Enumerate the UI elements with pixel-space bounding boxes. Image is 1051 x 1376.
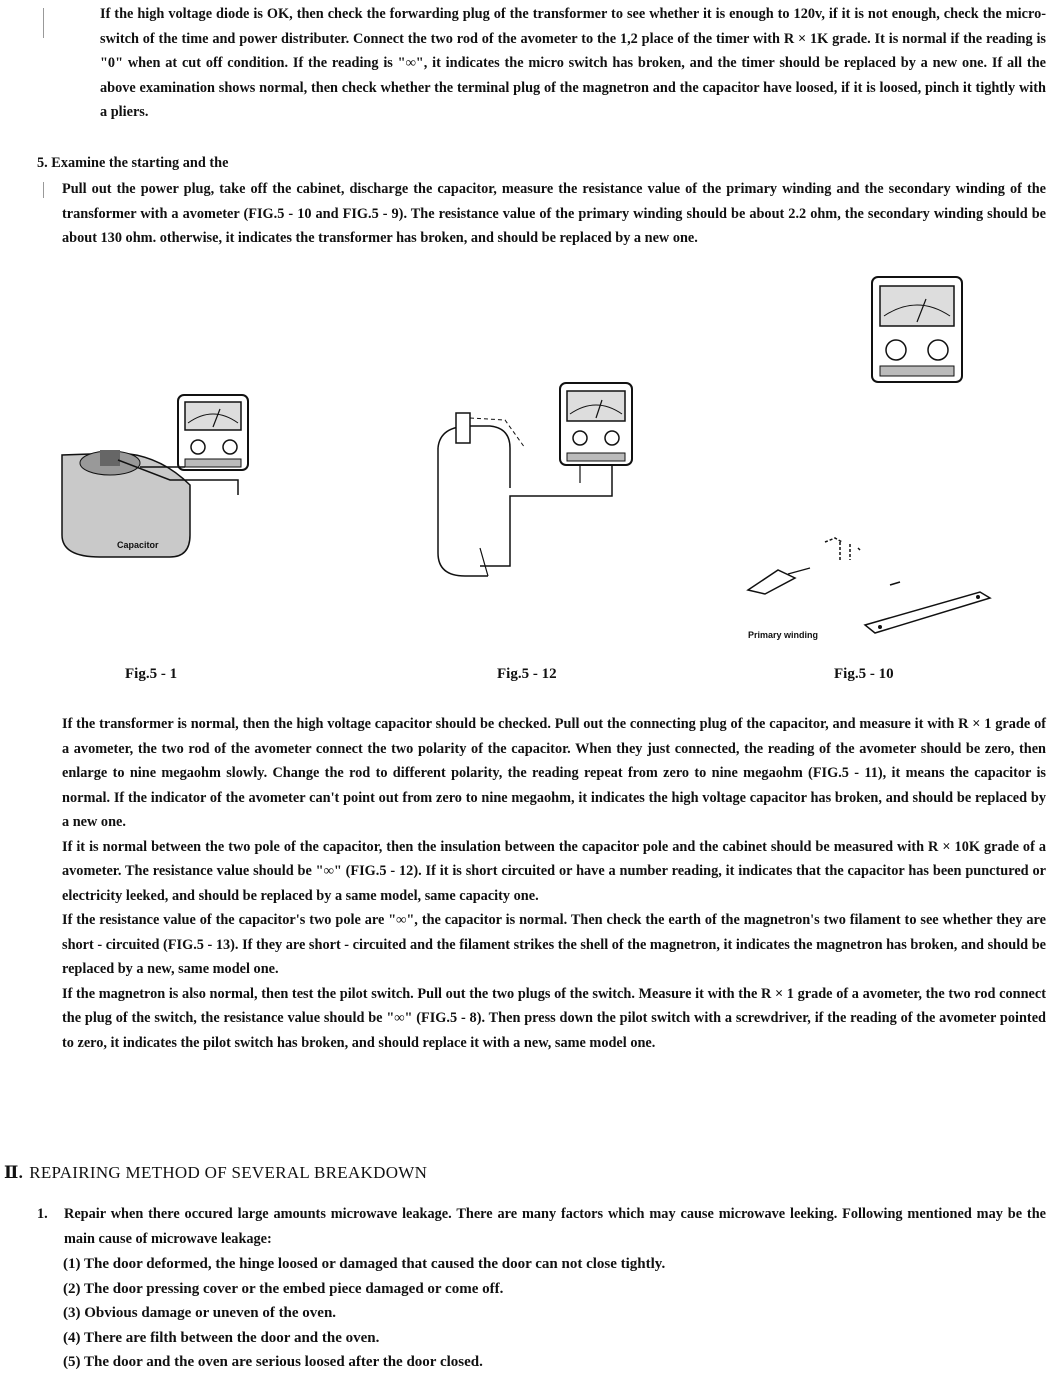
scan-margin-mark	[43, 8, 44, 38]
fig-5-10-caption: Fig.5 - 10	[834, 666, 894, 682]
step5-paragraph: Pull out the power plug, take off the cabinet, discharge the capacitor, measure the resistance value of the primary winding and the secondary winding of the transformer with a avometer (FIG.5 - 10 and FIG.5 - 9). The resistance value of the primary winding should be about 2.2 ohm, the secondary winding should be about 130 ohm. otherwise, it indicates the transformer has broken, and should be replaced by a new one.	[62, 181, 1046, 246]
list-item: (4) There are filth between the door and the oven.	[63, 1329, 380, 1346]
intro-paragraph: If the high voltage diode is OK, then check the forwarding plug of the transformer to see whether it is enough to 120v, if it is not enough, check the micro-switch of the time and power distributer. Connect the two rod of the avometer to the 1,2 place of the timer with R × 1K grade. It is normal if the reading is "0" when at cut off condition. If the reading is "∞", it indicates the micro switch has broken, and the timer should be replaced by a new one. If all the above examination shows normal, then check whether the terminal plug of the magnetron and the capacitor have loosed, if it is loosed, pinch it tightly with a pliers.	[100, 6, 1046, 120]
primary-winding-label: Primary winding	[748, 630, 819, 640]
item-number: 1.	[37, 1206, 48, 1222]
pilot-switch-paragraph: If the magnetron is also normal, then test the pilot switch. Pull out the two plugs of the switch. Measure it with the R × 1 grade of a avometer, the two rod connect the plug of the switch, the resistance value should be "∞" (FIG.5 - 8). Then press down the pilot switch with a screwdriver, if the reading of the avometer pointed to zero, it indicates the pilot switch has broken, and should replace it with a new, same model one.	[62, 985, 1046, 1051]
body-text	[62, 712, 1046, 1055]
section-heading	[4, 1163, 427, 1183]
list-item: (3) Obvious damage or uneven of the oven.	[63, 1305, 337, 1321]
avometer-icon	[560, 383, 632, 465]
magnetron-check-paragraph: If the resistance value of the capacitor's two pole are "∞", the capacitor is normal. Then check the earth of the magnetron's two filament to see whether they are short - circuited (FIG.5 - 13). If they are short - circuited and the filament strikes the shell of the magnetron, it indicates the magnetron has broken, and should be replaced by a new, same model one.	[62, 912, 1046, 977]
step5-heading: 5. Examine the starting and the	[37, 155, 229, 171]
fig-5-10-meter-illustration	[868, 272, 968, 387]
section-title: REPAIRING METHOD OF SEVERAL BREAKDOWN	[29, 1163, 428, 1182]
avometer-icon	[178, 395, 248, 470]
avometer-icon	[872, 277, 962, 382]
fig-5-12-caption: Fig.5 - 12	[497, 666, 557, 682]
capacitor-label: Capacitor	[117, 540, 159, 550]
list-item: (1) The door deformed, the hinge loosed or damaged that caused the door can not close tightly.	[63, 1256, 666, 1272]
repair-item-1	[37, 1202, 1046, 1251]
section-number: Ⅱ.	[4, 1163, 24, 1182]
item-text: Repair when there occured large amounts microwave leakage. There are many factors which may cause microwave leeking. Following mentioned may be the main cause of microwave leakage:	[64, 1206, 1046, 1247]
fig-5-10-winding-illustration	[740, 530, 1000, 645]
list-item: (2) The door pressing cover or the embed piece damaged or come off.	[63, 1280, 504, 1297]
fig-5-1-caption: Fig.5 - 1	[125, 666, 178, 682]
scan-margin-mark	[43, 182, 44, 198]
capacitor-check-paragraph: If the transformer is normal, then the high voltage capacitor should be checked. Pull out the connecting plug of the capacitor, and measure it with R × 1 grade of a avometer, the two rod of the avometer connect the two polarity of the capacitor. When they just connected, the reading of the avometer should be zero, then enlarge to nine megaohm slowly. Change the rod to different polarity, the reading repeat from zero to nine megaohm (FIG.5 - 11), it means the capacitor is normal. If the indicator of the avometer can't point out from zero to nine megaohm, it indicates the high voltage capacitor has broken, and should be replaced by a new one.	[62, 716, 1046, 830]
fig-5-12-illustration	[430, 378, 650, 583]
leakage-causes-list	[63, 1252, 1043, 1375]
list-item: (5) The door and the oven are serious loosed after the door closed.	[63, 1354, 483, 1370]
insulation-check-paragraph: If it is normal between the two pole of the capacitor, then the insulation between the capacitor pole and the cabinet should be measured with R × 10K grade of a avometer. The resistance value should be "∞" (FIG.5 - 12). If it is short circuited or have a number reading, it indicates that the capacitor has been punctured or electricity leeked, and should be replaced by a same model, same capacity one.	[62, 838, 1046, 904]
fig-5-1-illustration	[60, 385, 260, 560]
